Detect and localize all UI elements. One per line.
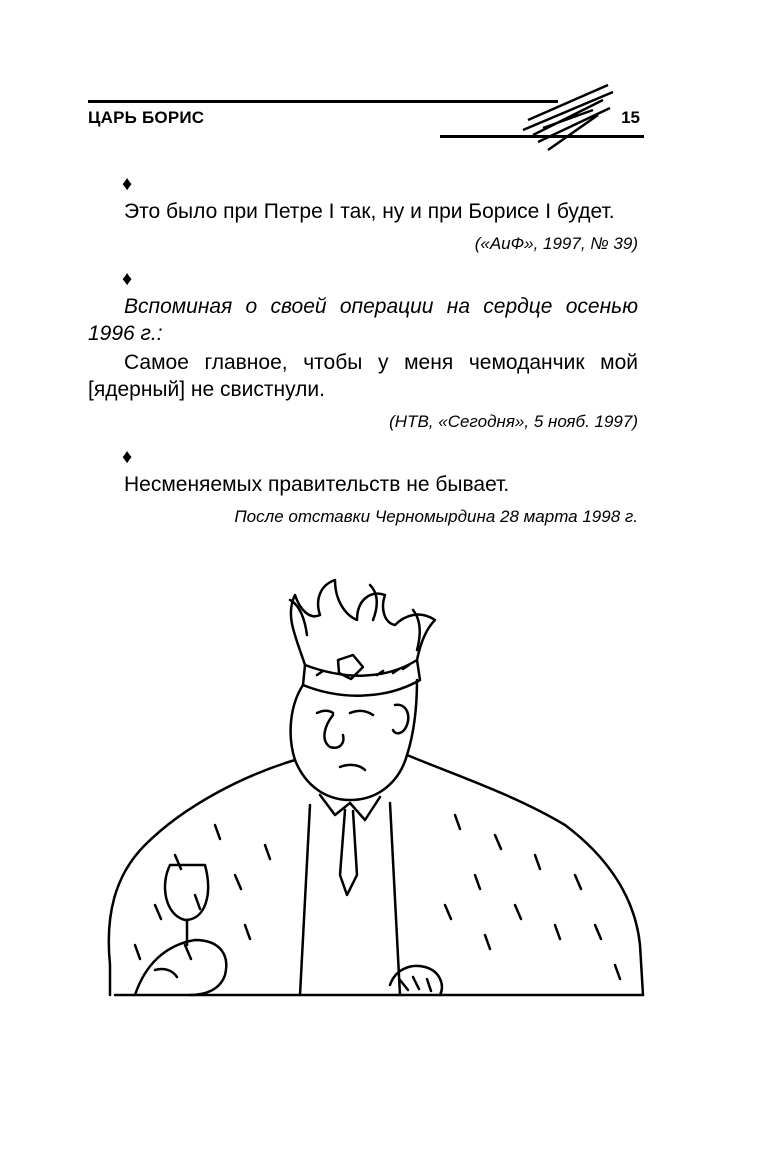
page-header	[88, 100, 644, 140]
goblet-icon	[165, 865, 208, 920]
scribble-decoration-icon	[518, 80, 618, 160]
running-title: ЦАРЬ БОРИС	[88, 108, 205, 127]
diamond-bullet-icon: ♦	[122, 268, 133, 290]
diamond-bullet-icon: ♦	[122, 446, 133, 468]
quote-source: («АиФ», 1997, № 39)	[474, 234, 638, 253]
quote-source: (НТВ, «Сегодня», 5 нояб. 1997)	[389, 412, 638, 431]
quote-entry	[88, 267, 638, 433]
header-rule-bottom	[440, 135, 644, 138]
quote-entry	[88, 445, 638, 528]
diamond-bullet-icon: ♦	[122, 173, 133, 195]
crown-icon	[291, 580, 435, 665]
header-rule-top	[88, 100, 558, 103]
quote-text: Несменяемых правительств не бывает.	[124, 473, 510, 496]
quote-source: После отставки Черномырдина 28 марта 1998 г.	[234, 507, 638, 526]
quote-list	[88, 172, 638, 528]
quote-text: Самое главное, чтобы у меня чемоданчик мой [ядерный] не свистнули.	[88, 351, 638, 401]
page-number: 15	[621, 108, 640, 127]
quote-intro: Вспоминая о своей операции на сердце осенью 1996 г.:	[88, 295, 638, 345]
caricature-illustration	[95, 575, 655, 1015]
royal-cloak	[109, 760, 295, 995]
quote-entry	[88, 172, 638, 255]
quote-text: Это было при Петре I так, ну и при Борисе I будет.	[124, 200, 615, 223]
